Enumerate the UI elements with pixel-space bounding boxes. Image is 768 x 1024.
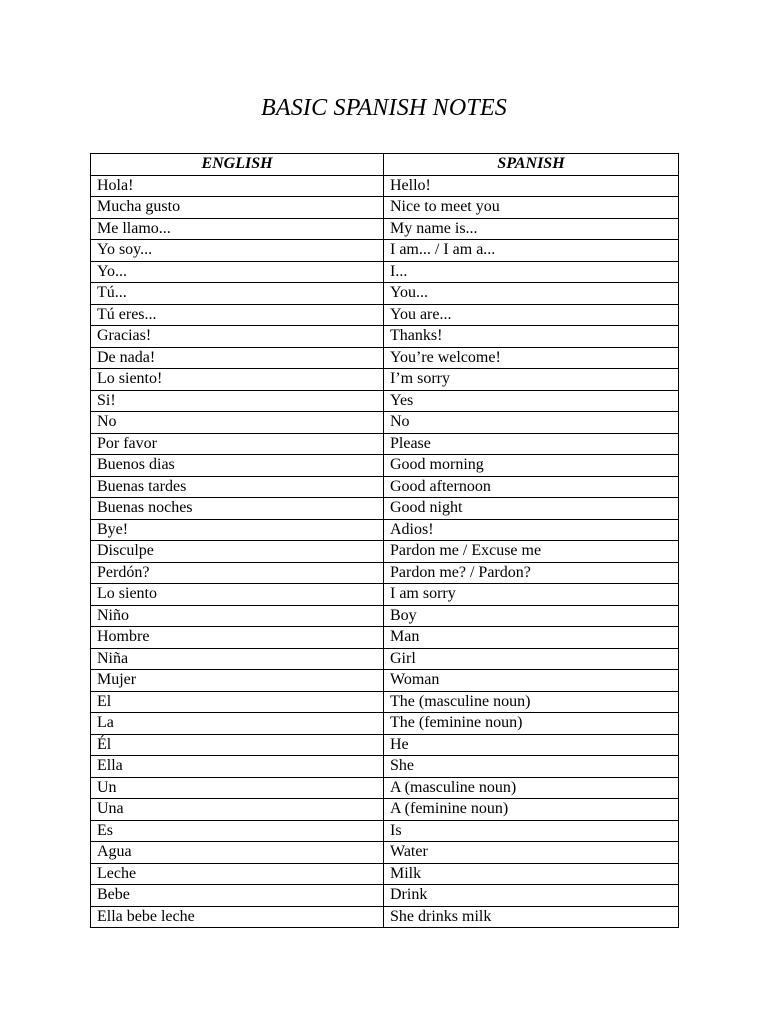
cell-english: Buenos dias — [91, 455, 384, 477]
cell-spanish: I’m sorry — [384, 369, 679, 391]
page-title: BASIC SPANISH NOTES — [260, 95, 508, 121]
cell-spanish: Thanks! — [384, 326, 679, 348]
table-row — [91, 906, 679, 928]
cell-spanish: Good night — [384, 498, 679, 520]
cell-english: Si! — [91, 390, 384, 412]
cell-spanish: I am... / I am a... — [384, 240, 679, 262]
cell-spanish: The (masculine noun) — [384, 691, 679, 713]
cell-english: Mucha gusto — [91, 197, 384, 219]
vocabulary-table — [90, 153, 679, 928]
cell-english: La — [91, 713, 384, 735]
table-body — [91, 175, 679, 928]
cell-english: Niño — [91, 605, 384, 627]
cell-spanish: Adios! — [384, 519, 679, 541]
table-row — [91, 713, 679, 735]
table-row — [91, 476, 679, 498]
cell-english: Tú... — [91, 283, 384, 305]
column-header-english: ENGLISH — [91, 154, 384, 176]
table-row — [91, 412, 679, 434]
table-row — [91, 670, 679, 692]
cell-spanish: Man — [384, 627, 679, 649]
table-row — [91, 304, 679, 326]
cell-english: No — [91, 412, 384, 434]
table-row — [91, 605, 679, 627]
cell-spanish: Good morning — [384, 455, 679, 477]
cell-english: Una — [91, 799, 384, 821]
table-row — [91, 799, 679, 821]
cell-english: Es — [91, 820, 384, 842]
cell-english: Bye! — [91, 519, 384, 541]
cell-spanish: Drink — [384, 885, 679, 907]
table-row — [91, 240, 679, 262]
cell-spanish: My name is... — [384, 218, 679, 240]
cell-spanish: Pardon me / Excuse me — [384, 541, 679, 563]
column-header-spanish: SPANISH — [384, 154, 679, 176]
table-row — [91, 842, 679, 864]
table-row — [91, 777, 679, 799]
cell-spanish: Boy — [384, 605, 679, 627]
cell-spanish: He — [384, 734, 679, 756]
table-row — [91, 175, 679, 197]
table-row — [91, 369, 679, 391]
cell-english: Niña — [91, 648, 384, 670]
cell-spanish: I am sorry — [384, 584, 679, 606]
table-row — [91, 390, 679, 412]
cell-english: Mujer — [91, 670, 384, 692]
cell-english: Buenas tardes — [91, 476, 384, 498]
cell-english: Ella bebe leche — [91, 906, 384, 928]
cell-english: Por favor — [91, 433, 384, 455]
cell-spanish: You’re welcome! — [384, 347, 679, 369]
table-row — [91, 498, 679, 520]
table-row — [91, 347, 679, 369]
cell-spanish: You... — [384, 283, 679, 305]
cell-spanish: Girl — [384, 648, 679, 670]
table-row — [91, 261, 679, 283]
table-row — [91, 197, 679, 219]
table-row — [91, 820, 679, 842]
cell-english: Yo soy... — [91, 240, 384, 262]
cell-english: Leche — [91, 863, 384, 885]
cell-english: Disculpe — [91, 541, 384, 563]
table-row — [91, 885, 679, 907]
cell-english: Bebe — [91, 885, 384, 907]
cell-english: Él — [91, 734, 384, 756]
cell-english: Hombre — [91, 627, 384, 649]
table-row — [91, 584, 679, 606]
table-row — [91, 541, 679, 563]
table-row — [91, 648, 679, 670]
table-row — [91, 283, 679, 305]
cell-english: Perdón? — [91, 562, 384, 584]
table-row — [91, 218, 679, 240]
table-row — [91, 519, 679, 541]
cell-english: Un — [91, 777, 384, 799]
cell-spanish: A (feminine noun) — [384, 799, 679, 821]
cell-spanish: No — [384, 412, 679, 434]
cell-english: Ella — [91, 756, 384, 778]
cell-spanish: Hello! — [384, 175, 679, 197]
cell-english: Tú eres... — [91, 304, 384, 326]
cell-spanish: You are... — [384, 304, 679, 326]
cell-spanish: Yes — [384, 390, 679, 412]
cell-english: Lo siento! — [91, 369, 384, 391]
cell-spanish: Woman — [384, 670, 679, 692]
cell-english: Hola! — [91, 175, 384, 197]
cell-spanish: She — [384, 756, 679, 778]
table-row — [91, 691, 679, 713]
table-row — [91, 433, 679, 455]
table-row — [91, 455, 679, 477]
cell-spanish: She drinks milk — [384, 906, 679, 928]
cell-spanish: Please — [384, 433, 679, 455]
cell-english: Buenas noches — [91, 498, 384, 520]
cell-spanish: The (feminine noun) — [384, 713, 679, 735]
table-row — [91, 756, 679, 778]
cell-spanish: I... — [384, 261, 679, 283]
cell-spanish: Good afternoon — [384, 476, 679, 498]
cell-english: De nada! — [91, 347, 384, 369]
cell-spanish: Nice to meet you — [384, 197, 679, 219]
table-row — [91, 863, 679, 885]
cell-english: Yo... — [91, 261, 384, 283]
cell-spanish: Water — [384, 842, 679, 864]
cell-english: Agua — [91, 842, 384, 864]
table-row — [91, 734, 679, 756]
table-row — [91, 326, 679, 348]
table-row — [91, 562, 679, 584]
header-row — [91, 154, 679, 176]
cell-spanish: Is — [384, 820, 679, 842]
cell-spanish: Pardon me? / Pardon? — [384, 562, 679, 584]
cell-spanish: A (masculine noun) — [384, 777, 679, 799]
cell-english: El — [91, 691, 384, 713]
cell-english: Gracias! — [91, 326, 384, 348]
cell-english: Me llamo... — [91, 218, 384, 240]
cell-spanish: Milk — [384, 863, 679, 885]
table-row — [91, 627, 679, 649]
cell-english: Lo siento — [91, 584, 384, 606]
